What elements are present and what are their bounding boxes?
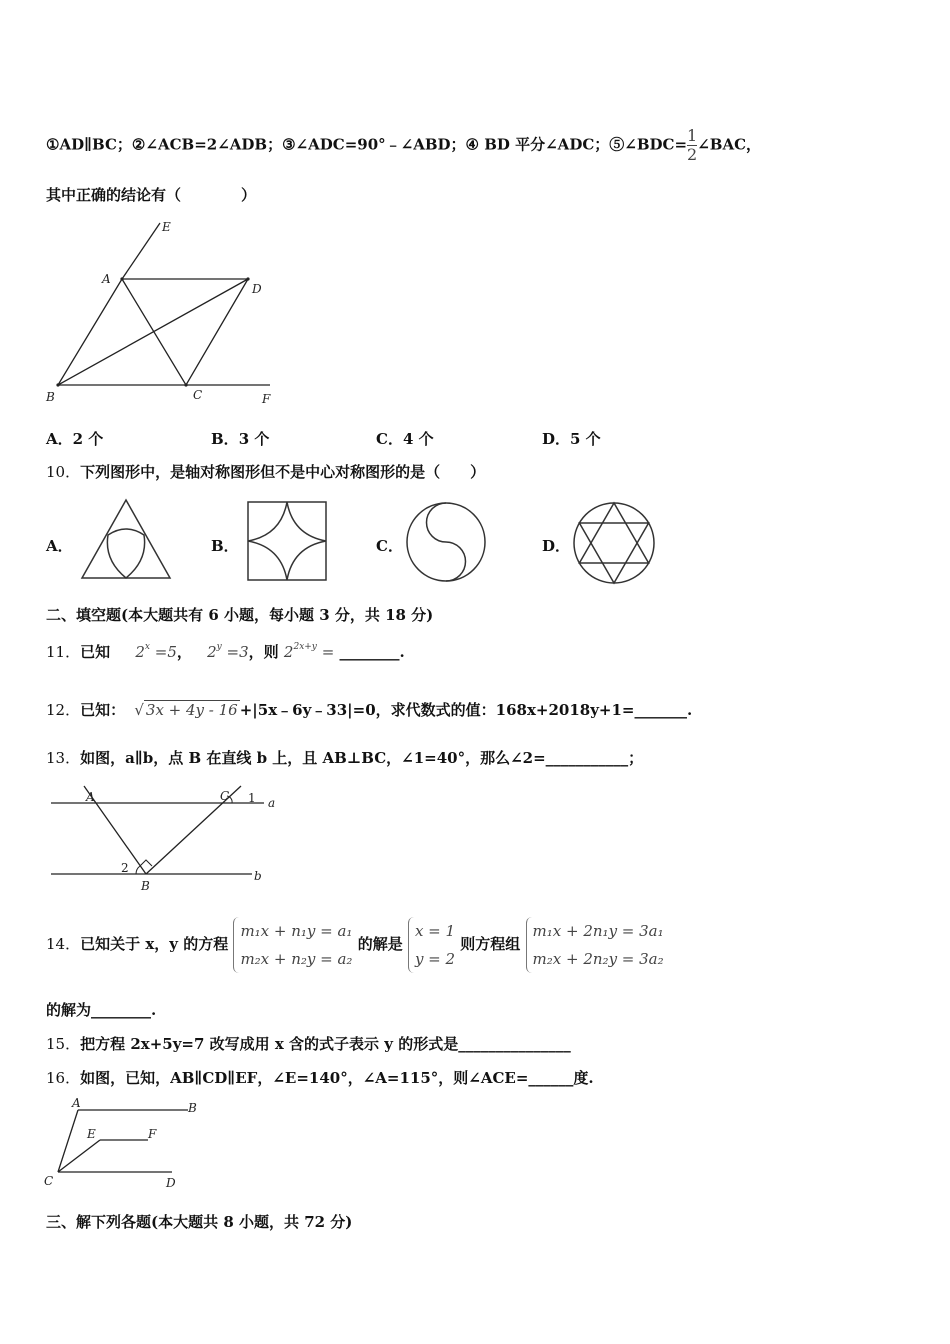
q11-expr-2 <box>207 643 249 661</box>
section-3-header: 三、解下列各题(本大题共 8 小题，共 72 分) <box>46 1213 353 1231</box>
q9-conclusions <box>46 127 761 164</box>
angle-2-arc <box>136 866 140 874</box>
q13-figure <box>46 780 276 895</box>
label-F: F <box>148 1127 157 1141</box>
system-2-line-2: m₂x + 2n₂y = 3a₂ <box>532 950 664 968</box>
q12-text-1: 已知： <box>80 701 126 719</box>
label-E: E <box>162 220 171 234</box>
label-b: b <box>254 869 262 883</box>
system-2-line-1: m₁x + 2n₁y = 3a₁ <box>532 922 664 940</box>
figure-triangle-reuleaux[interactable] <box>80 498 172 580</box>
right-angle-mark <box>140 860 152 866</box>
q14-text-2: 的解是 <box>357 935 403 953</box>
q14-text-1: 已知关于 x，y 的方程 <box>80 935 229 953</box>
question-text: 把方程 2x+5y=7 改写成用 x 含的式子表示 y 的形式是_______________ <box>80 1035 571 1053</box>
q10-option-d-label[interactable]: D． <box>542 537 571 555</box>
q16-question <box>46 1068 594 1088</box>
point-C <box>184 383 187 386</box>
q14-answer-line: 的解为________. <box>46 1001 157 1019</box>
label-A: A <box>102 272 111 286</box>
answer-blank[interactable]: ________. <box>339 643 405 661</box>
option-letter: A． <box>46 430 73 448</box>
label-D: D <box>252 282 262 296</box>
expr-base: 2 <box>207 643 217 661</box>
question-text: 如图，已知，AB∥CD∥EF，∠E=140°，∠A=115°，则∠ACE=______度. <box>80 1069 594 1087</box>
fraction-numerator: 1 <box>687 126 698 145</box>
q9-question: 其中正确的结论有（ ） <box>46 186 257 204</box>
q11-question <box>46 642 405 665</box>
q9-option-a[interactable] <box>46 428 103 449</box>
expr-base: 2 <box>283 643 294 661</box>
q10-option-b-label[interactable]: B． <box>211 537 239 555</box>
q9-option-d[interactable] <box>542 428 601 449</box>
solution-line-1: x = 1 <box>414 922 456 940</box>
q9-option-b[interactable] <box>211 428 269 449</box>
label-B: B <box>141 879 150 893</box>
q10-option-a-label[interactable]: A． <box>46 537 73 555</box>
point-A <box>120 277 123 280</box>
q9-conclusions-text: ①AD∥BC；②∠ACB=2∠ADB；③∠ADC=90°﹣∠ABD；④ BD 平分∠ADC；⑤∠BDC= <box>46 135 688 154</box>
expr-rest: =5 <box>154 643 177 661</box>
question-number: 16． <box>46 1069 81 1087</box>
label-B: B <box>46 390 55 404</box>
label-1: 1 <box>248 791 256 805</box>
sqrt-expression: √ 3x + 4y - 16 <box>134 701 238 719</box>
q11-separator: ， <box>176 643 192 661</box>
section-2-header: 二、填空题(本大题共有 6 小题，每小题 3 分，共 18 分) <box>46 606 434 624</box>
label-2: 2 <box>121 861 129 875</box>
point-B <box>56 383 59 386</box>
system-1-line-1: m₁x + n₁y = a₁ <box>240 922 353 940</box>
q11-expr-1 <box>135 643 177 661</box>
option-letter: B． <box>211 430 239 448</box>
q10-option-c-label[interactable]: C． <box>376 537 403 555</box>
label-C: C <box>220 789 230 803</box>
expr-exponent: x <box>144 642 150 652</box>
q16-figure <box>40 1095 210 1190</box>
question-number: 13． <box>46 749 81 767</box>
question-number: 12． <box>46 701 81 719</box>
label-C: C <box>193 388 203 402</box>
expr-exponent: 2x+y <box>293 642 317 652</box>
label-E: E <box>87 1127 96 1141</box>
question-text: 如图，a∥b，点 B 在直线 b 上，且 AB⊥BC，∠1=40°，那么∠2=___________； <box>80 749 644 767</box>
expr-base: 2 <box>135 643 145 661</box>
line-B-D <box>58 279 248 385</box>
expr-rest: = <box>321 643 335 661</box>
label-A: A <box>86 790 95 804</box>
line-A-B <box>58 279 122 385</box>
q9-conclusions-tail: ∠BAC， <box>697 135 762 154</box>
label-D: D <box>166 1176 176 1190</box>
question-text: 下列图形中，是轴对称图形但不是中心对称图形的是（ ） <box>80 463 486 481</box>
figure-yin-yang-circle[interactable] <box>405 501 487 583</box>
option-text: 5 个 <box>570 430 601 448</box>
q9-figure <box>40 215 280 410</box>
option-letter: D． <box>542 430 571 448</box>
q11-expr-3 <box>284 643 334 661</box>
question-number: 10． <box>46 463 81 481</box>
q11-text-2: ，则 <box>248 643 279 661</box>
label-F: F <box>262 392 271 406</box>
expr-rest: =3 <box>226 643 249 661</box>
expr-exponent: y <box>216 642 222 652</box>
line-D-C <box>186 279 248 385</box>
fraction-denominator: 2 <box>687 145 698 164</box>
label-A: A <box>72 1096 81 1110</box>
q13-question <box>46 748 643 768</box>
q12-question <box>46 700 692 720</box>
q14-text-3: 则方程组 <box>460 935 521 953</box>
label-a: a <box>268 796 276 810</box>
solution-line-2: y = 2 <box>414 950 456 968</box>
option-text: 3 个 <box>238 430 270 448</box>
question-number: 14． <box>46 935 81 953</box>
label-C: C <box>44 1174 54 1188</box>
option-text: 2 个 <box>72 430 104 448</box>
option-letter: C． <box>376 430 403 448</box>
line-A-E <box>122 223 160 279</box>
equation-system-1 <box>233 917 352 973</box>
question-number: 15． <box>46 1035 81 1053</box>
q14-question <box>46 917 664 973</box>
line-CA <box>58 1110 78 1172</box>
q9-option-c[interactable] <box>376 428 434 449</box>
question-number: 11． <box>46 643 81 661</box>
q15-question <box>46 1034 571 1054</box>
system-1-line-2: m₂x + n₂y = a₂ <box>240 950 353 968</box>
q11-text-1: 已知 <box>80 643 111 661</box>
sqrt-radicand: 3x + 4y - 16 <box>145 701 238 719</box>
point-D <box>246 277 249 280</box>
figure-hexagram-circle[interactable] <box>572 501 656 585</box>
label-B: B <box>188 1101 197 1115</box>
figure-square-star[interactable] <box>247 501 327 581</box>
q12-text-2: +|5x﹣6y﹣33|=0，求代数式的值：168x+2018y+1=_______. <box>239 701 693 719</box>
equation-system-2 <box>526 917 664 973</box>
solution-system <box>408 917 455 973</box>
option-text: 4 个 <box>402 430 434 448</box>
line-CE <box>58 1140 100 1172</box>
q10-question <box>46 462 485 482</box>
fraction-one-half <box>687 127 697 164</box>
